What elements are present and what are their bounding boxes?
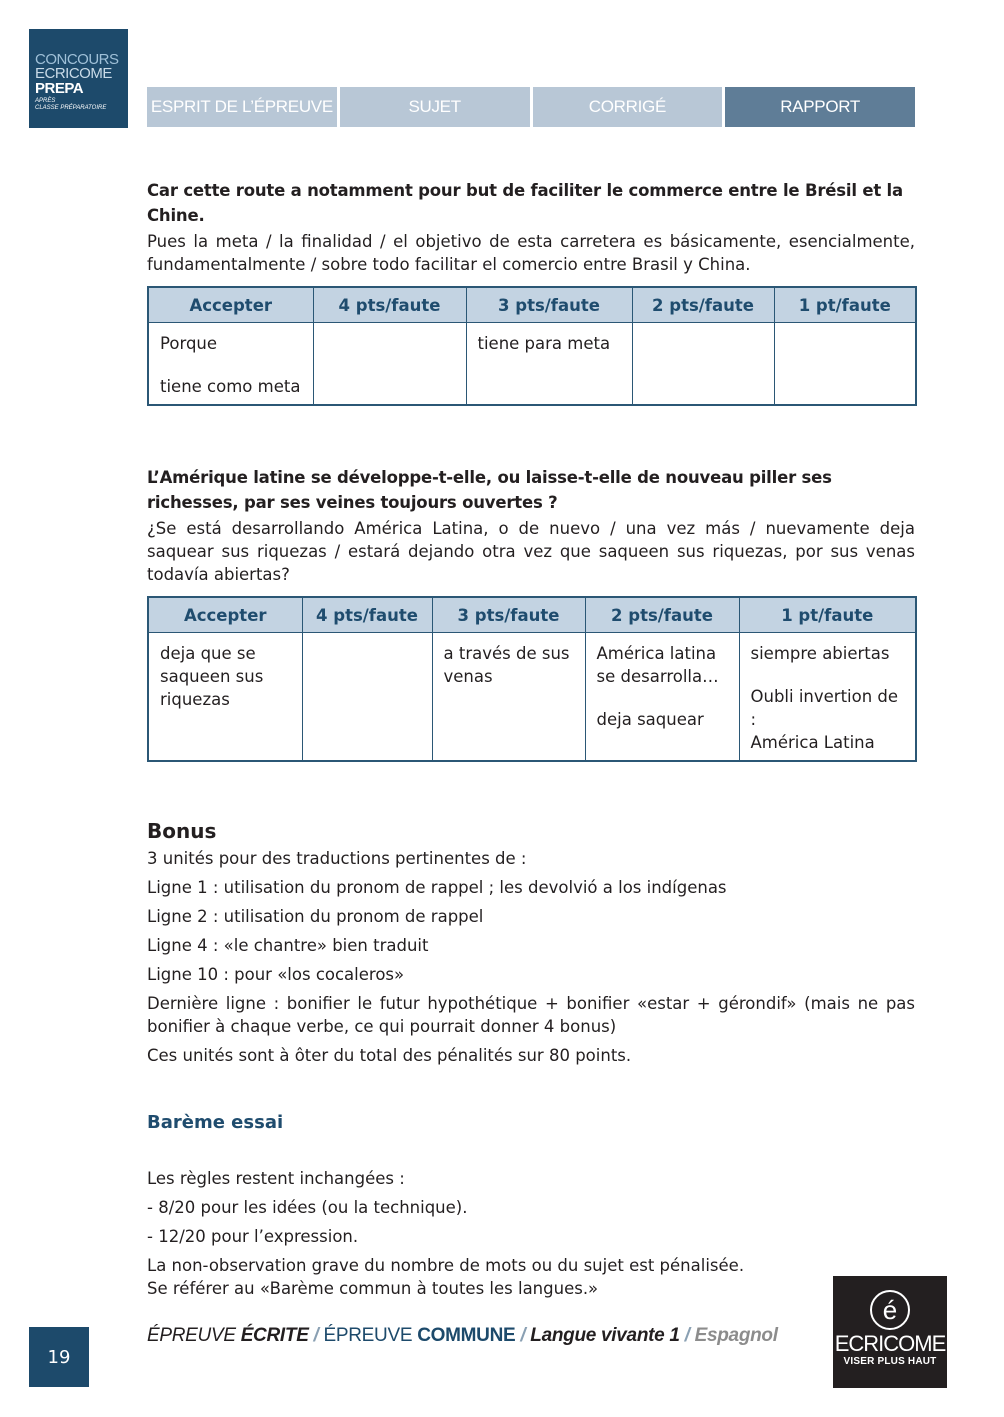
cell-text: Porque <box>160 334 218 353</box>
bonus-line: Ligne 1 : utilisation du pronom de rappel ; les devolvió a los indígenas <box>147 878 727 897</box>
col-3pts: 3 pts/faute <box>432 597 585 633</box>
bareme-line: La non-observation grave du nombre de mots ou du sujet est pénalisée. <box>147 1256 745 1275</box>
table-row <box>148 633 916 762</box>
tab-esprit-epreuve[interactable]: ESPRIT DE L’ÉPREUVE <box>147 87 337 127</box>
cell-1pt <box>739 633 916 762</box>
cell-text: riquezas <box>160 690 230 709</box>
col-accepter: Accepter <box>148 597 302 633</box>
bareme-line: - 12/20 pour l’expression. <box>147 1227 359 1246</box>
cell-text: tiene como meta <box>160 377 301 396</box>
cell-3pts <box>432 633 585 762</box>
logo-line-prepa: PREPA <box>35 80 84 97</box>
col-1pt: 1 pt/faute <box>774 287 916 323</box>
cell-4pts <box>313 323 466 406</box>
footer-commune: COMMUNE <box>417 1325 516 1346</box>
concours-ecricome-prepa-logo <box>29 29 128 128</box>
cell-2pts <box>585 633 739 762</box>
ecricome-logo <box>833 1276 947 1388</box>
question-french-2: L’Amérique latine se développe-t-elle, ou laisse-t-elle de nouveau piller ses richesses, par ses veines toujours ouvertes ? <box>147 468 832 512</box>
cell-text: América latina <box>596 644 717 663</box>
footer-espagnol: Espagnol <box>694 1325 778 1346</box>
col-3pts: 3 pts/faute <box>466 287 632 323</box>
cell-text: deja que se <box>160 644 256 663</box>
bonus-list <box>147 847 915 1067</box>
tab-corrige[interactable]: CORRIGÉ <box>533 87 723 127</box>
bonus-line: Ligne 2 : utilisation du pronom de rappel <box>147 907 484 926</box>
logo-line-ecricome: ECRICOME <box>35 65 112 82</box>
section-tabs <box>147 87 915 127</box>
cell-text: a través de sus <box>443 644 570 663</box>
cell-1pt <box>774 323 916 406</box>
bonus-line: 3 unités pour des traductions pertinentes de : <box>147 849 527 868</box>
footer-separator: / <box>679 1325 695 1346</box>
col-4pts: 4 pts/faute <box>302 597 432 633</box>
bonus-line: Ligne 10 : pour «los cocaleros» <box>147 965 405 984</box>
logo-line-apres: APRÈS <box>35 98 56 104</box>
page-content <box>147 178 915 1300</box>
cell-text: venas <box>443 667 493 686</box>
grading-table-1 <box>147 286 917 406</box>
bareme-line: Les règles restent inchangées : <box>147 1169 405 1188</box>
answer-spanish-2: ¿Se está desarrollando América Latina, o de nuevo / una vez más / nuevamente deja saquear sus riquezas / estará dejando otra vez que saqueen sus riquezas, por sus venas todavía abiertas? <box>147 519 915 584</box>
bonus-title: Bonus <box>147 819 217 843</box>
tab-rapport[interactable]: RAPPORT <box>725 87 915 127</box>
cell-2pts <box>632 323 774 406</box>
bareme-list <box>147 1167 915 1300</box>
cell-text: tiene para meta <box>477 334 611 353</box>
cell-text: América Latina <box>750 733 875 752</box>
col-1pt: 1 pt/faute <box>739 597 916 633</box>
logo-line-concours: CONCOURS <box>35 51 119 68</box>
footer-separator: / <box>515 1325 531 1346</box>
footer-epreuve-2: ÉPREUVE <box>323 1325 418 1346</box>
cell-text: saqueen sus <box>160 667 264 686</box>
bareme-title: Barème essai <box>147 1112 284 1133</box>
grading-table-2 <box>147 596 917 762</box>
col-accepter: Accepter <box>148 287 313 323</box>
cell-text: siempre abiertas <box>750 644 890 663</box>
logo-tagline: VISER PLUS HAUT <box>843 1356 937 1367</box>
bonus-line: Dernière ligne : bonifier le futur hypothétique + bonifier «estar + gérondif» (mais ne pas bonifier à chaque verbe, ce qui pourrait donner 4 bonus) <box>147 994 915 1036</box>
page-number: 19 <box>29 1327 89 1387</box>
question-french-1: Car cette route a notamment pour but de faciliter le commerce entre le Brésil et la Chine. <box>147 181 903 225</box>
cell-text: se desarrolla… <box>596 667 719 686</box>
bareme-line: - 8/20 pour les idées (ou la technique). <box>147 1198 468 1217</box>
col-4pts: 4 pts/faute <box>313 287 466 323</box>
footer-epreuve: ÉPREUVE <box>147 1325 241 1346</box>
cell-text: deja saquear <box>596 710 704 729</box>
col-2pts: 2 pts/faute <box>632 287 774 323</box>
cell-3pts <box>466 323 632 406</box>
footer-exam-title <box>147 1325 778 1347</box>
ecricome-e-icon: é <box>870 1290 910 1330</box>
bonus-line: Ligne 4 : «le chantre» bien traduit <box>147 936 429 955</box>
cell-text: Oubli invertion de : <box>750 687 899 729</box>
answer-spanish-1: Pues la meta / la finalidad / el objetivo de esta carretera es básicamente, esencialmente, fundamentalmente / sobre todo facilitar el comercio entre Brasil y China. <box>147 232 915 274</box>
table-header-row <box>148 597 916 633</box>
footer-ecrite: ÉCRITE <box>240 1325 309 1346</box>
cell-accepter <box>148 323 313 406</box>
bareme-line: Se référer au «Barème commun à toutes les langues.» <box>147 1279 599 1298</box>
footer-separator: / <box>308 1325 324 1346</box>
bonus-line: Ces unités sont à ôter du total des pénalités sur 80 points. <box>147 1046 632 1065</box>
logo-name: ECRICOME <box>834 1331 946 1356</box>
table-header-row <box>148 287 916 323</box>
footer-langue: Langue vivante 1 <box>530 1325 680 1346</box>
cell-accepter <box>148 633 302 762</box>
cell-4pts <box>302 633 432 762</box>
tab-sujet[interactable]: SUJET <box>340 87 530 127</box>
logo-line-classe: CLASSE PRÉPARATOIRE <box>35 105 107 111</box>
table-row <box>148 323 916 406</box>
col-2pts: 2 pts/faute <box>585 597 739 633</box>
